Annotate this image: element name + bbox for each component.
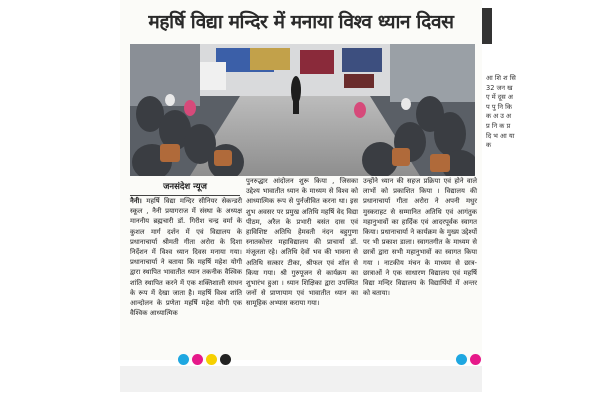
black-dot xyxy=(220,354,231,365)
article-column-3 xyxy=(363,176,477,298)
dateline: नैनी। xyxy=(130,197,142,205)
byline: जनसंदेश न्यूज xyxy=(130,181,240,196)
page-footer-strip xyxy=(120,366,482,392)
column-2-text: पुनरुद्धार आंदोलन शुरू किया , जिसका उद्देश्य भावातीत ध्यान के माध्यम से विश्व को आध्यात्मिक रूप से पुर्नजीवित करना था। इस शुभ अवसर पर प्रमुख अतिथि महर्षि वेद विद्या पीठम, अरैल के प्रभारी बसंत दास एवं हाविशिष्ट अतिथि हेमवती नंदन बहुगुणा स्नातकोत्तर महाविद्यालय की प्राचार्या डॉ. मंजूलता रहे। अतिथि देवों भव की भावना से अतिथि सत्कार टीका, श्रीफल एवं शॉल से किया गया। श्री गुरुपूजन से कार्यक्रम का शुभारंभ हुआ । ध्यान शिक्षिका द्वारा उपस्थित जनों से प्राणायाम एवं भावातीत ध्यान का सामूहिक अभ्यास कराया गया। xyxy=(246,177,358,308)
yellow-dot xyxy=(206,354,217,365)
newspaper-clipping xyxy=(120,0,482,360)
magenta-dot xyxy=(470,354,481,365)
registration-dots-right xyxy=(456,354,481,365)
event-photo xyxy=(130,44,475,176)
article-column-2 xyxy=(246,176,358,309)
cyan-dot xyxy=(178,354,189,365)
adjacent-article-edge xyxy=(482,0,600,360)
magenta-dot xyxy=(192,354,203,365)
adjacent-headline-fragment xyxy=(482,8,492,44)
article-column-1 xyxy=(130,196,242,318)
registration-dots-left xyxy=(178,354,231,365)
headline: महर्षि विद्या मन्दिर में मनाया विश्व ध्यान दिवस xyxy=(148,11,454,33)
adjacent-article-text: आ शि श सि 32 जन ख ए में दूस अ प पु नि कि क अ उ अ प्र नि क प्र दि भ आ या क xyxy=(486,74,516,150)
column-3-text: उन्होंने ध्यान की सहज प्रक्रिया एवं होने वाले लाभों को प्रकाशित किया । विद्यालय की प्रधानाचार्या गीता अरोरा ने अपनी मधुर मुस्कराहट से सम्मानित अतिथि एवं आगंतुक महानुभावों का हार्दिक एवं आदरपूर्वक स्वागत किया। प्रधानाचार्या ने कार्यक्रम के मुख्य उद्देश्यों पर भी प्रकाश डाला। स्वागतगीत के माध्यम से छात्रों द्वारा सभी महानुभावों का स्वागत किया गया । नाटकीय मंचन के माध्यम से छात्र-छात्राओं ने एक साधारण विद्यालय एवं महर्षि विद्या मन्दिर विद्यालय के विद्यार्थियों में अन्तर को बताया। xyxy=(363,177,477,298)
meditation-hall-image xyxy=(130,44,475,176)
cyan-dot xyxy=(456,354,467,365)
column-1-text: महर्षि विद्या मन्दिर सीनियर सेकन्डरी स्कूल , नैनी प्रयागराज में संस्था के अध्यक्ष माननीय ब्रह्मचारी डॉ. गिरीश चन्द्र वर्मा के कुशल मार्ग दर्शन में एवं विद्यालय के प्रधानाचार्या श्रीमती गीता अरोरा के दिशा निर्देशन में विश्व ध्यान दिवस मनाया गया। प्रधानाचार्या ने बताया कि महर्षि महेश योगी द्वारा स्थापित भावातीत ध्यान तकनीक वैश्विक शांति स्थापित करने में एक शक्तिशाली साधन के रूप में देखा जाता है। महर्षि विश्व शांति आन्दोलन के प्रणेता महर्षि महेश योगी एक वैश्विक आध्यात्मिक xyxy=(130,197,243,318)
